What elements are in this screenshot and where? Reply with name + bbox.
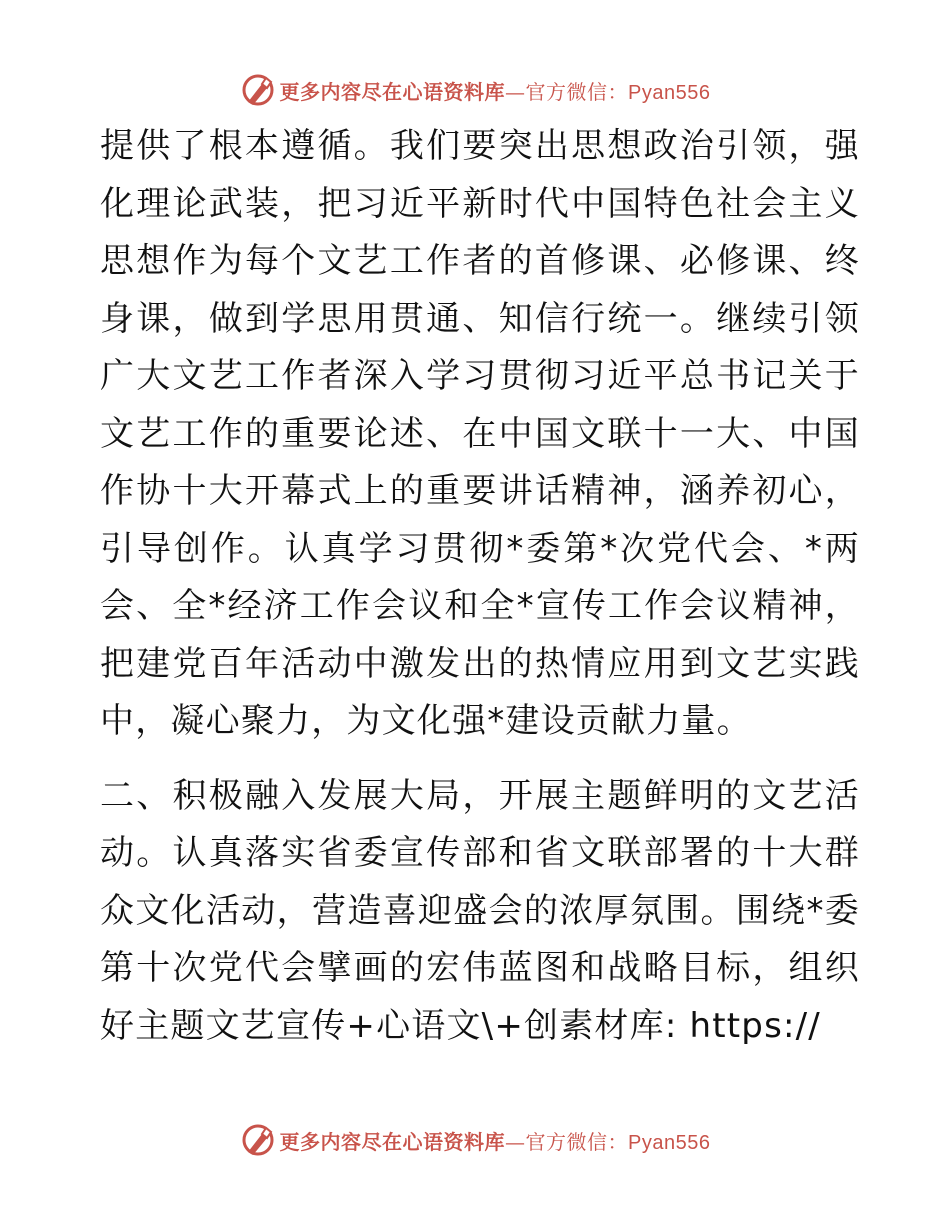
- pen-logo-icon: [240, 72, 276, 108]
- watermark-main: 更多内容尽在心语资料库: [279, 79, 506, 104]
- document-body: [100, 118, 860, 1055]
- watermark-wechat-id: Pyan556: [628, 81, 711, 104]
- watermark-dash: —: [505, 79, 526, 104]
- watermark-label: 官方微信：: [525, 1129, 629, 1154]
- footer-watermark: [0, 1122, 950, 1158]
- pen-logo-icon: [240, 1122, 276, 1158]
- watermark-wechat-id: Pyan556: [628, 1131, 711, 1154]
- watermark-dash: —: [505, 1129, 526, 1154]
- paragraph-2: 二、积极融入发展大局，开展主题鲜明的文艺活动。认真落实省委宣传部和省文联部署的十大群众文化活动，营造喜迎盛会的浓厚氛围。围绕*委第十次党代会擘画的宏伟蓝图和战略目标，组织好主题文艺宣传+心语文\+创素材库: https://: [100, 775, 860, 1046]
- watermark-label: 官方微信：: [525, 79, 629, 104]
- watermark-text: [280, 76, 711, 105]
- paragraph-1: 提供了根本遵循。我们要突出思想政治引领，强化理论武装，把习近平新时代中国特色社会主义思想作为每个文艺工作者的首修课、必修课、终身课，做到学思用贯通、知信行统一。继续引领广大文艺工作者深入学习贯彻习近平总书记关于文艺工作的重要论述、在中国文联十一大、中国作协十大开幕式上的重要讲话精神，涵养初心，引导创作。认真学习贯彻*委第*次党代会、*两会、全*经济工作会议和全*宣传工作会议精神，把建党百年活动中激发出的热情应用到文艺实践中，凝心聚力，为文化强*建设贡献力量。: [100, 126, 860, 741]
- header-watermark: [0, 72, 950, 108]
- watermark-text: [280, 1126, 711, 1155]
- watermark-main: 更多内容尽在心语资料库: [279, 1129, 506, 1154]
